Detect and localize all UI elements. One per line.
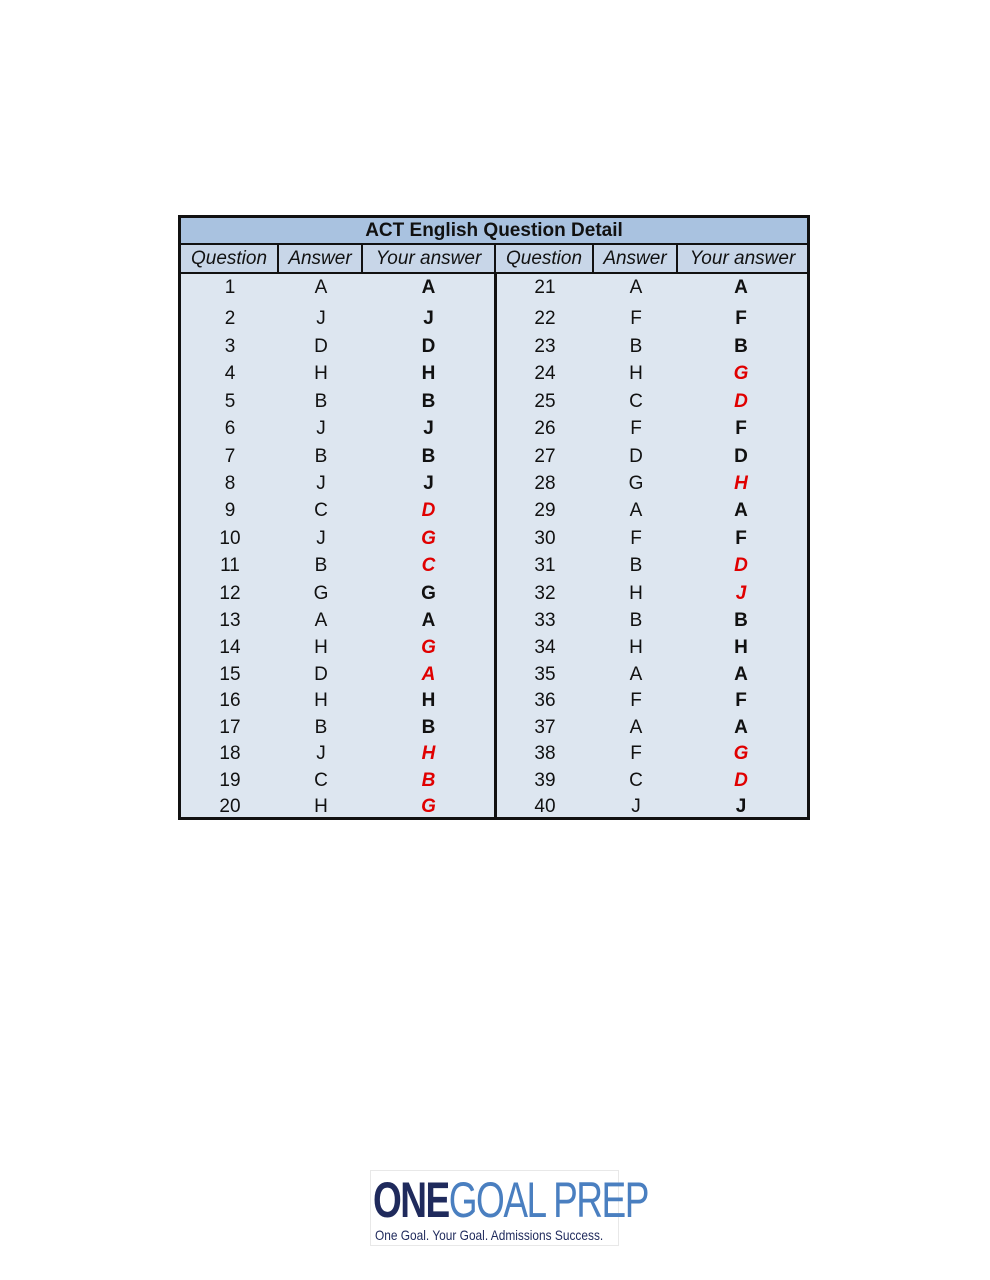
right-your-answer-cell: G [733,743,749,764]
right-question-number-cell: 27 [534,446,556,467]
left-question-number-cell: 9 [224,500,236,521]
left-correct-answer-cell: H [314,796,328,817]
right-your-answer-cell: A [734,717,748,738]
right-question-number-cell: 23 [534,336,556,357]
right-your-answer-cell: J [735,583,747,604]
logo-part-two: GOAL PREP [448,1172,648,1228]
table-row [181,635,807,661]
left-your-answer-cell: A [421,610,436,631]
right-correct-answer-cell: F [630,690,642,711]
left-your-answer-cell: B [421,446,436,467]
left-correct-answer-cell: H [314,690,328,711]
left-correct-answer-cell: C [314,770,328,791]
right-question-number-cell: 38 [534,743,556,764]
right-question-number-cell: 30 [534,528,556,549]
logo-wordmark [373,1172,648,1228]
right-your-answer-cell: F [735,528,747,549]
right-question-number-cell: 33 [534,610,556,631]
right-your-answer-cell: F [735,308,747,329]
right-correct-answer-cell: H [629,637,643,658]
right-your-answer-cell: D [734,391,748,412]
right-question-number-cell: 35 [534,664,556,685]
left-question-number-cell: 10 [219,528,241,549]
left-question-number-cell: 20 [219,796,241,817]
right-question-number-cell: 29 [534,500,556,521]
right-correct-answer-cell: F [630,528,642,549]
left-question-number-cell: 15 [219,664,241,685]
table-row [181,471,807,497]
table-row [181,444,807,470]
right-correct-answer-cell: B [629,555,643,576]
left-your-answer-cell: H [421,743,436,764]
right-your-answer-cell: D [734,555,748,576]
left-correct-answer-cell: J [316,528,326,549]
right-your-answer-cell: A [734,664,748,685]
left-question-number-cell: 18 [219,743,241,764]
right-your-answer-cell: J [735,796,747,817]
left-question-number-cell: 16 [219,690,241,711]
left-correct-answer-cell: J [316,473,326,494]
right-your-answer-cell: H [734,473,748,494]
right-question-number-cell: 40 [534,796,556,817]
left-correct-answer-cell: J [316,418,326,439]
header-answer-left: Answer [279,245,363,272]
left-question-number-cell: 2 [224,308,236,329]
left-question-number-cell: 4 [224,363,236,384]
table-row [181,741,807,767]
right-correct-answer-cell: F [630,308,642,329]
right-your-answer-cell: B [734,336,748,357]
right-correct-answer-cell: C [629,391,643,412]
table-row [181,768,807,794]
right-your-answer-cell: H [734,637,748,658]
right-correct-answer-cell: C [629,770,643,791]
right-question-number-cell: 24 [534,363,556,384]
left-question-number-cell: 8 [224,473,236,494]
right-question-number-cell: 22 [534,308,556,329]
header-your-answer-left: Your answer [363,245,496,272]
header-answer-right: Answer [594,245,678,272]
right-correct-answer-cell: H [629,363,643,384]
right-your-answer-cell: G [733,363,749,384]
left-your-answer-cell: G [421,528,436,549]
right-your-answer-cell: D [734,446,748,467]
left-question-number-cell: 1 [224,277,236,298]
left-correct-answer-cell: G [313,583,329,604]
table-row [181,688,807,714]
left-question-number-cell: 6 [224,418,236,439]
table-row [181,794,807,820]
table-row [181,581,807,607]
table-row [181,306,807,332]
right-correct-answer-cell: A [629,717,643,738]
left-question-number-cell: 14 [219,637,241,658]
table-row [181,662,807,688]
left-correct-answer-cell: J [316,308,326,329]
right-correct-answer-cell: A [629,664,643,685]
right-your-answer-cell: D [734,770,748,791]
left-correct-answer-cell: H [314,363,328,384]
left-question-number-cell: 17 [219,717,241,738]
left-correct-answer-cell: J [316,743,326,764]
left-question-number-cell: 13 [219,610,241,631]
left-correct-answer-cell: C [314,500,328,521]
left-your-answer-cell: B [421,770,436,791]
right-correct-answer-cell: B [629,336,643,357]
table-row [181,389,807,415]
table-row [181,553,807,579]
left-your-answer-cell: A [421,664,436,685]
onegoal-prep-logo [370,1170,648,1246]
right-correct-answer-cell: F [630,743,642,764]
left-your-answer-cell: A [421,277,436,298]
left-your-answer-cell: J [423,308,434,329]
left-your-answer-cell: C [421,555,436,576]
right-your-answer-cell: F [735,690,747,711]
logo-tagline: One Goal. Your Goal. Admissions Success. [375,1227,604,1243]
left-question-number-cell: 11 [220,555,240,576]
right-your-answer-cell: A [734,500,748,521]
table-row [181,608,807,634]
left-your-answer-cell: H [421,690,436,711]
right-correct-answer-cell: F [630,418,642,439]
left-your-answer-cell: B [421,391,436,412]
right-correct-answer-cell: H [629,583,643,604]
left-your-answer-cell: B [421,717,436,738]
right-correct-answer-cell: D [629,446,643,467]
left-question-number-cell: 5 [224,391,236,412]
left-correct-answer-cell: H [314,637,328,658]
logo-part-one: ONE [373,1172,449,1228]
left-correct-answer-cell: D [314,664,328,685]
right-correct-answer-cell: J [631,796,641,817]
left-correct-answer-cell: B [314,555,328,576]
table-row [181,275,807,301]
left-correct-answer-cell: B [314,391,328,412]
left-your-answer-cell: D [421,500,436,521]
left-your-answer-cell: D [421,336,436,357]
right-correct-answer-cell: A [629,500,643,521]
right-your-answer-cell: F [735,418,747,439]
right-your-answer-cell: B [734,610,748,631]
right-correct-answer-cell: A [629,277,643,298]
right-question-number-cell: 25 [534,391,556,412]
left-correct-answer-cell: B [314,446,328,467]
right-question-number-cell: 37 [534,717,556,738]
left-correct-answer-cell: A [314,277,328,298]
right-question-number-cell: 28 [534,473,556,494]
table-row [181,416,807,442]
left-your-answer-cell: G [421,796,436,817]
left-question-number-cell: 12 [219,583,241,604]
header-your-answer-right: Your answer [678,245,807,272]
table-row [181,334,807,360]
right-question-number-cell: 32 [534,583,556,604]
left-question-number-cell: 3 [224,336,236,357]
right-question-number-cell: 34 [534,637,556,658]
left-your-answer-cell: J [423,473,434,494]
left-your-answer-cell: G [421,583,436,604]
table-row [181,498,807,524]
right-correct-answer-cell: G [628,473,644,494]
header-row [181,245,807,274]
question-detail-table [178,215,810,820]
table-row [181,526,807,552]
left-question-number-cell: 19 [219,770,241,791]
left-correct-answer-cell: B [314,717,328,738]
left-question-number-cell: 7 [224,446,236,467]
right-correct-answer-cell: B [629,610,643,631]
header-question-right: Question [496,245,594,272]
right-question-number-cell: 39 [534,770,556,791]
left-your-answer-cell: H [421,363,436,384]
right-question-number-cell: 36 [534,690,556,711]
right-question-number-cell: 31 [534,555,556,576]
left-correct-answer-cell: A [314,610,328,631]
table-title: ACT English Question Detail [181,218,807,245]
right-question-number-cell: 26 [534,418,556,439]
table-row [181,715,807,741]
table-row [181,361,807,387]
left-your-answer-cell: G [421,637,436,658]
left-correct-answer-cell: D [314,336,328,357]
right-your-answer-cell: A [734,277,748,298]
left-your-answer-cell: J [423,418,434,439]
right-question-number-cell: 21 [534,277,556,298]
header-question-left: Question [181,245,279,272]
